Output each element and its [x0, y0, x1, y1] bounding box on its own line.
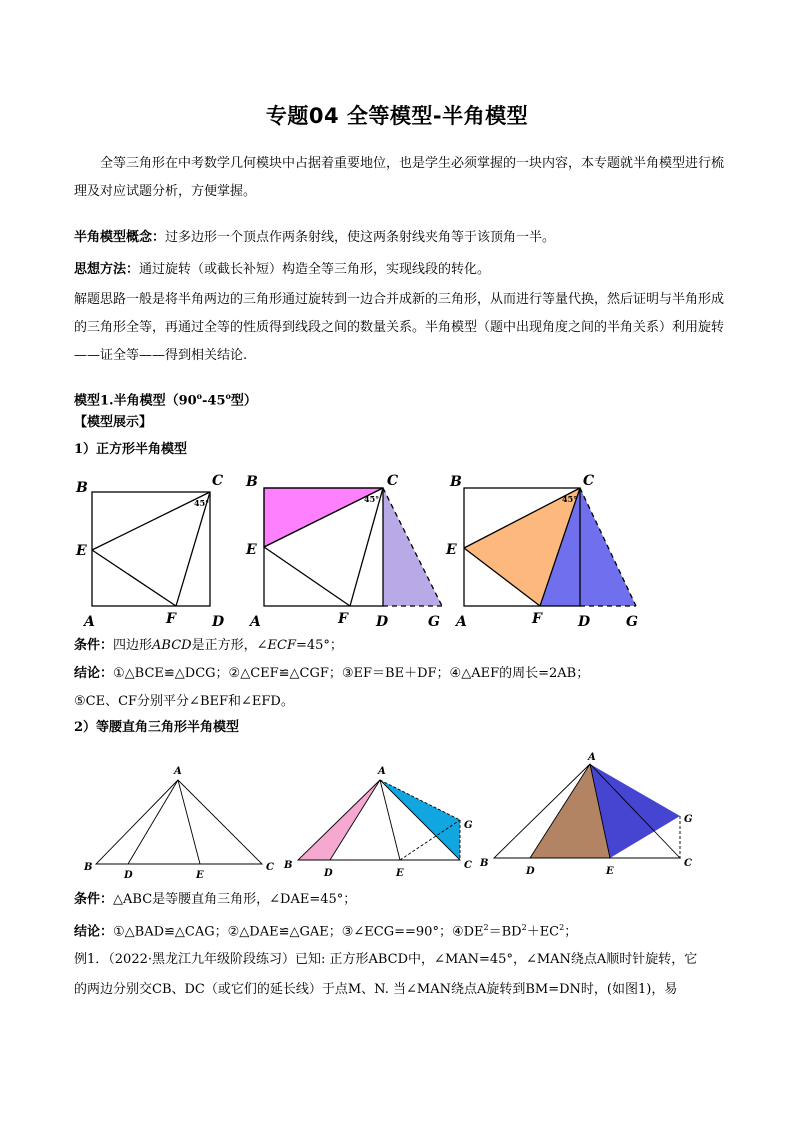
- segment-ae: [178, 780, 200, 864]
- approach-paragraph: 解题思路一般是将半角两边的三角形通过旋转到一边合并成新的三角形，从而进行等量代换，然后证明与半角形成的三角形全等，再通过全等的性质得到线段之间的数量关系。半角模型（题中出现角度之间的半角关系）利用旋转——证全等——得到相关结论.: [74, 292, 725, 363]
- label-c: C: [583, 473, 595, 489]
- label-g: G: [428, 614, 440, 628]
- label-f: F: [338, 611, 348, 627]
- angle-label: 45°: [194, 498, 210, 508]
- angle-label: 45°: [364, 494, 380, 504]
- section2-heading: 2）等腰直角三角形半角模型: [74, 720, 240, 735]
- concept-label: 半角模型概念：: [74, 230, 166, 245]
- label-e: E: [76, 543, 87, 559]
- section2-condition: 条件：△ABC是等腰直角三角形，∠DAE=45°；: [74, 892, 357, 907]
- label-a: A: [250, 614, 261, 628]
- label-d: D: [324, 868, 333, 878]
- label-g: G: [684, 814, 693, 825]
- segment-cf: [176, 492, 210, 606]
- segment-ce: [92, 492, 210, 550]
- label-c: C: [212, 473, 224, 489]
- angle-label: 45°: [562, 494, 578, 504]
- example-line2: 的两边分别交CB、DC（或它们的延长线）于点M、N. 当∠MAN绕点A旋转到BM=DN时，(如图1)，易: [74, 982, 678, 997]
- intro-paragraph: 全等三角形在中考数学几何模块中占据着重要地位，也是学生必须掌握的一块内容，本专题就半角模型进行梳理及对应试题分析，方便掌握。: [74, 156, 725, 199]
- label-b: B: [284, 860, 293, 871]
- model1-heading: 模型1.半角模型（90$^o$-45$^o$型）: [74, 391, 257, 409]
- label-f: F: [532, 611, 542, 627]
- segment-cf: [350, 488, 383, 606]
- page-title: 专题04 全等模型-半角模型: [265, 104, 529, 128]
- label-a: A: [174, 766, 182, 777]
- triangle-abc: [96, 780, 262, 864]
- label-b: B: [84, 862, 93, 873]
- label-e: E: [196, 870, 204, 878]
- label-d: D: [526, 866, 535, 877]
- concept-paragraph: [74, 224, 724, 252]
- label-c: C: [464, 860, 472, 871]
- label-d: D: [376, 614, 389, 628]
- section1-condition: 条件：四边形ABCD是正方形，∠ECF=45°；: [74, 638, 343, 653]
- label-d: D: [124, 870, 133, 878]
- method-label: 思想方法：: [74, 262, 140, 277]
- label-b: B: [246, 474, 258, 490]
- label-b: B: [450, 474, 462, 490]
- method-text: 通过旋转（或截长补短）构造全等三角形，实现线段的转化。: [139, 262, 491, 277]
- square-figure-1: [70, 468, 230, 628]
- segment-ad: [330, 780, 380, 860]
- square-figure-2: [240, 468, 450, 628]
- label-b: B: [76, 480, 88, 496]
- label-a: A: [84, 614, 95, 628]
- label-a: A: [456, 614, 467, 628]
- label-a: A: [588, 752, 596, 763]
- showcase-heading: 【模型展示】: [74, 415, 153, 430]
- label-d: D: [578, 614, 591, 628]
- section2-conclusion: 结论：①△BAD≌△CAG；②△DAE≌△GAE；③∠ECG==90°；$④DE^2=BD^2+EC^2$；: [74, 923, 578, 940]
- segment-ef: [264, 547, 350, 606]
- label-e: E: [606, 866, 614, 877]
- label-c: C: [387, 473, 399, 489]
- label-g: G: [464, 820, 473, 831]
- label-g: G: [626, 614, 638, 628]
- method-paragraph: [74, 256, 724, 284]
- label-c: C: [266, 862, 274, 873]
- label-e: E: [246, 542, 257, 558]
- isosceles-figure-1: [80, 758, 280, 878]
- label-b: B: [480, 858, 489, 869]
- section1-heading: 1）正方形半角模型: [74, 442, 188, 457]
- label-a: A: [378, 766, 386, 777]
- section1-conclusion: 结论：①△BCE≌△DCG；②△CEF≌△CGF；③EF＝BE＋DF；④△AEF的周长=2AB；: [74, 666, 590, 681]
- square-figure-3: [440, 468, 650, 628]
- label-c: C: [684, 858, 692, 869]
- segment-ad: [128, 780, 178, 864]
- label-d: D: [212, 614, 225, 628]
- section1-conclusion-line2: ⑤CE、CF分别平分∠BEF和∠EFD。: [74, 694, 294, 709]
- label-f: F: [166, 611, 176, 627]
- isosceles-figure-3: [474, 748, 704, 878]
- isosceles-figure-2: [278, 758, 478, 878]
- concept-text: 过多边形一个顶点作两条射线，使这两条射线夹角等于该顶角一半。: [165, 230, 556, 245]
- segment-ef: [92, 550, 176, 606]
- label-e: E: [446, 542, 457, 558]
- example-line1: 例1．（2022·黑龙江九年级阶段练习）已知: 正方形ABCD中，∠MAN=45°，∠MAN绕点A顺时针旋转，它: [74, 952, 698, 967]
- label-e: E: [396, 868, 404, 878]
